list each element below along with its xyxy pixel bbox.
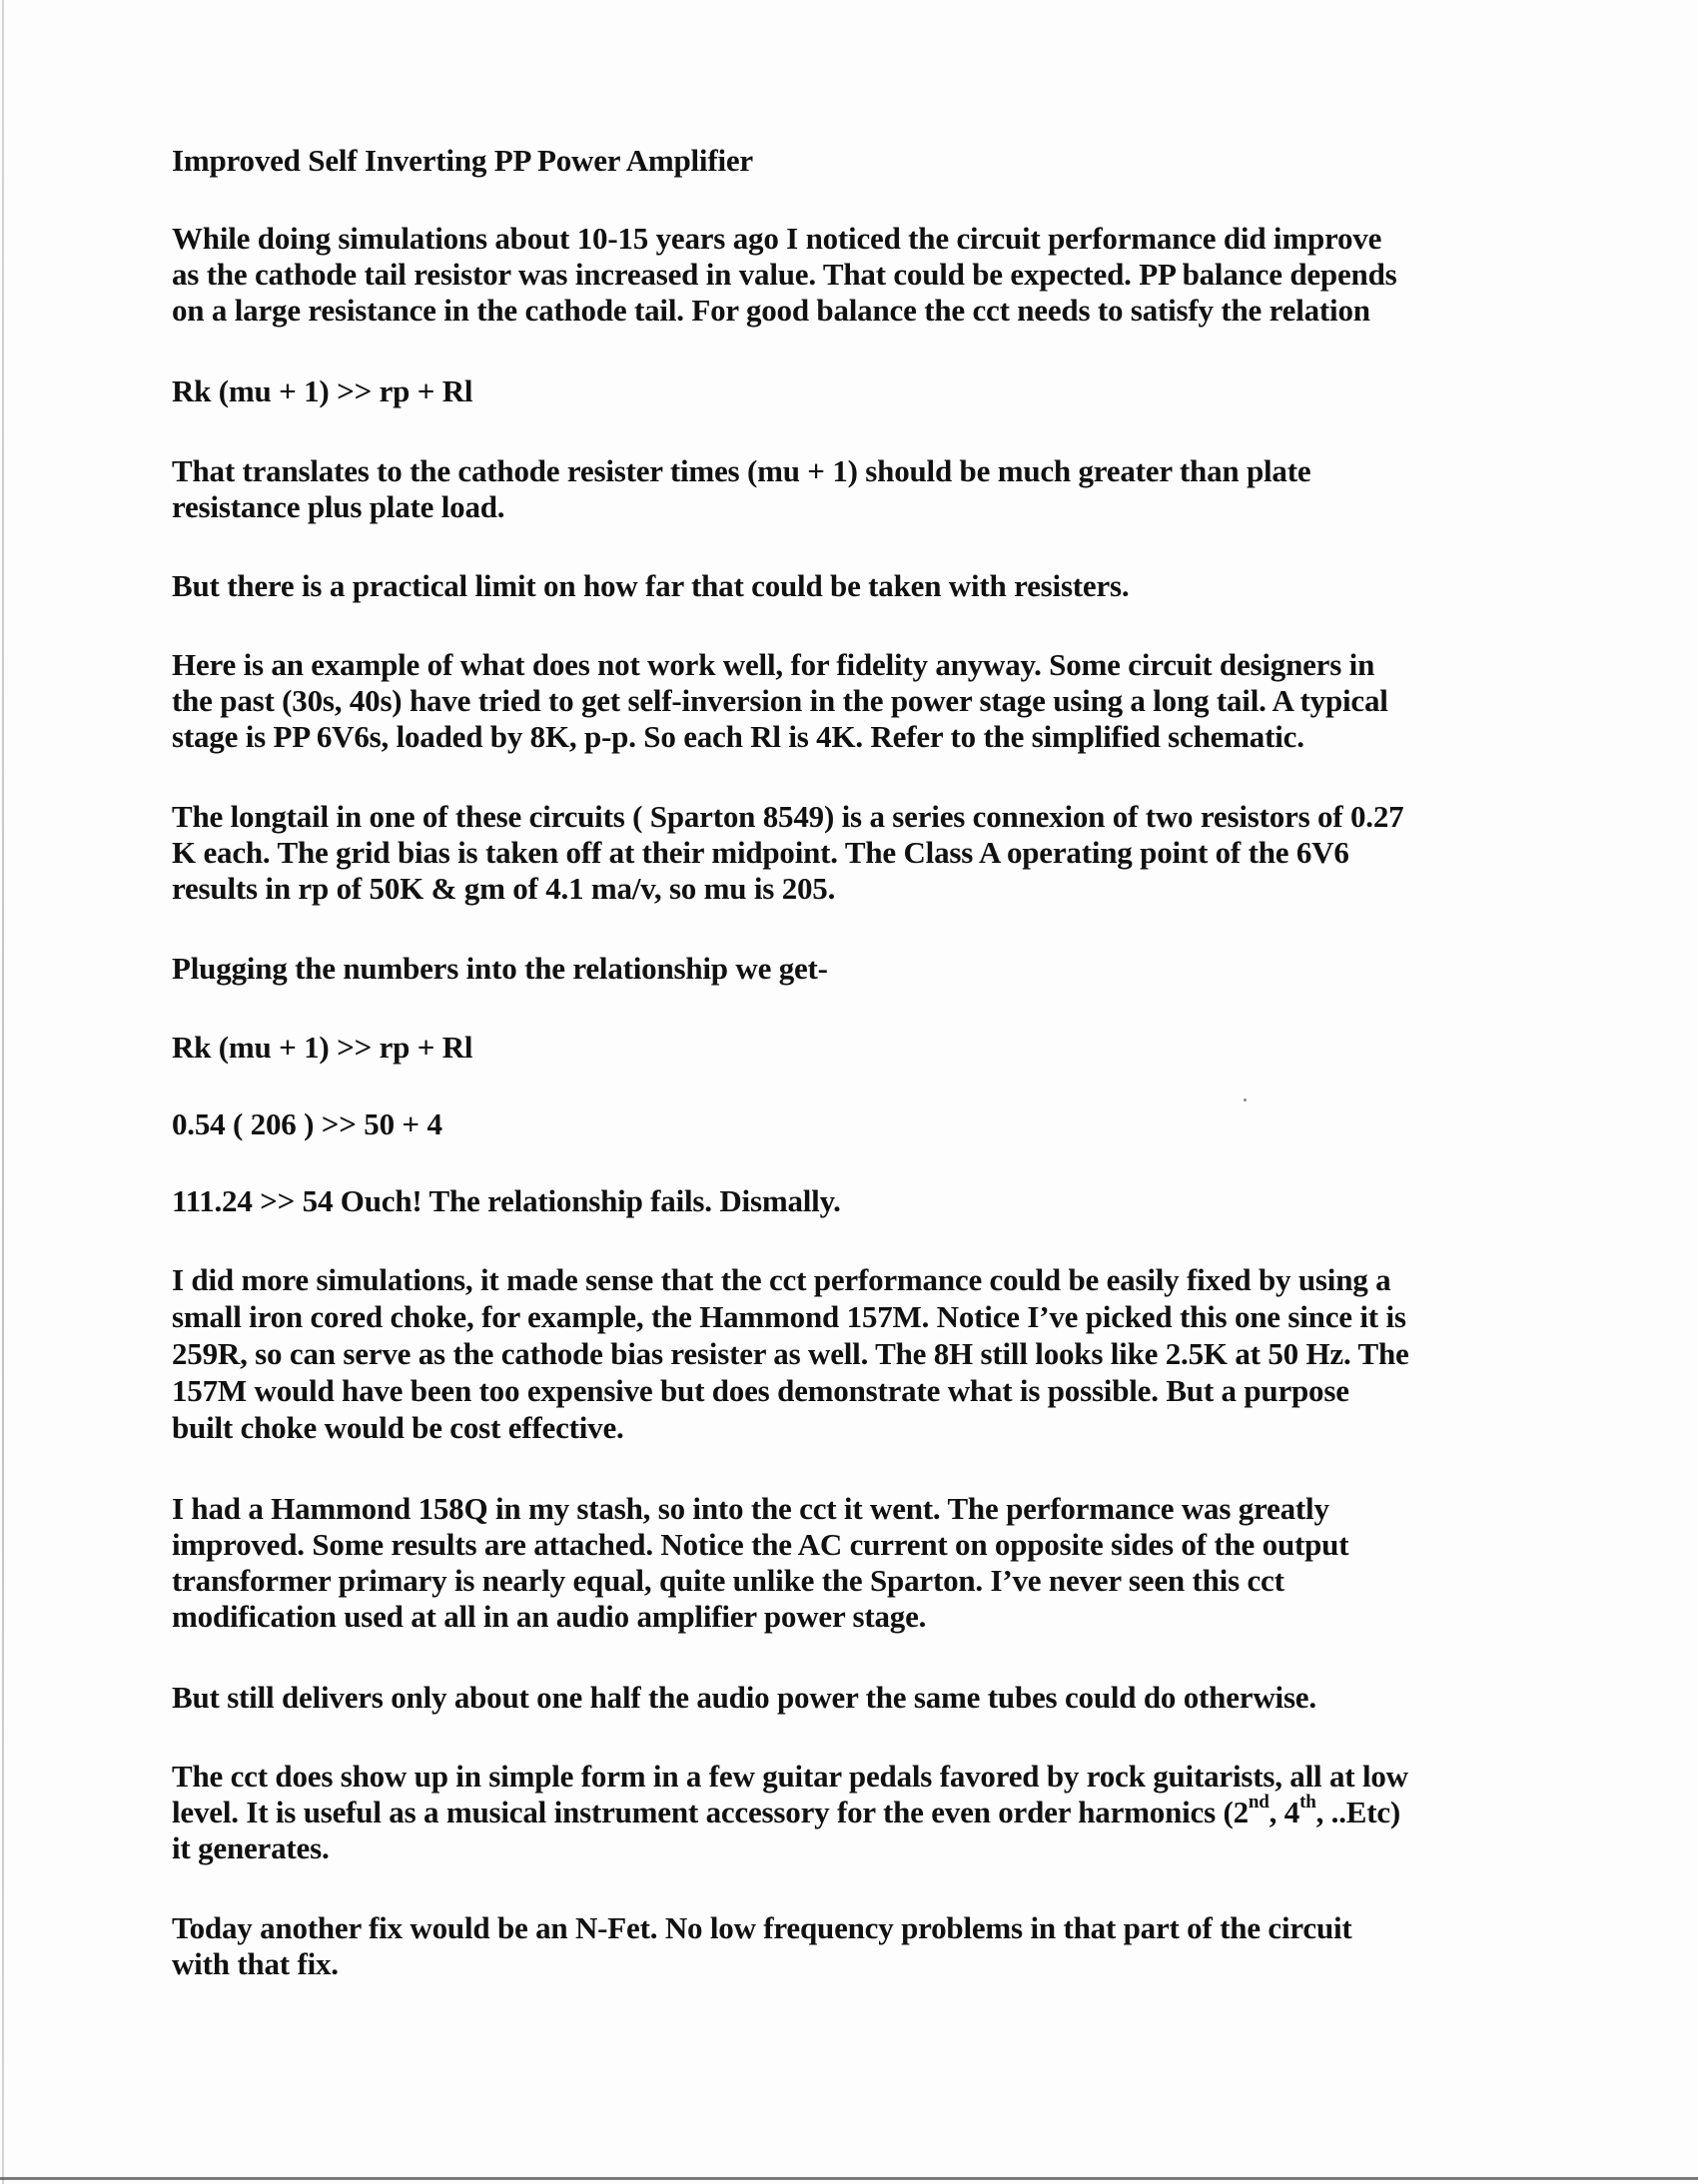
- p10-line-2-pre: level. It is useful as a musical instrument accessory for the even order harmonics (2: [172, 1795, 1249, 1829]
- p1-line-2: as the cathode tail resistor was increased in value. That could be expected. PP balance depends: [172, 257, 1397, 292]
- p10-line-2-mid: , 4: [1269, 1795, 1300, 1829]
- p1-line-1: While doing simulations about 10-15 years ago I noticed the circuit performance did improve: [172, 221, 1382, 256]
- p10-line-3: it generates.: [172, 1830, 330, 1865]
- p5-line-3: results in rp of 50K & gm of 4.1 ma/v, so mu is 205.: [172, 871, 836, 906]
- p5-line-2: K each. The grid bias is taken off at their midpoint. The Class A operating point of the 6V6: [172, 835, 1349, 870]
- superscript-th: th: [1299, 1791, 1316, 1813]
- p9-line-1: But still delivers only about one half the audio power the same tubes could do otherwise.: [172, 1680, 1316, 1715]
- document-title: Improved Self Inverting PP Power Amplifier: [172, 143, 753, 178]
- p5-line-1: The longtail in one of these circuits ( Sparton 8549) is a series connexion of two resistors of 0.27: [172, 799, 1404, 834]
- p7-line-4: 157M would have been too expensive but does demonstrate what is possible. But a purpose: [172, 1373, 1349, 1408]
- p8-line-2: improved. Some results are attached. Notice the AC current on opposite sides of the output: [172, 1527, 1349, 1562]
- p7-line-5: built choke would be cost effective.: [172, 1410, 624, 1445]
- equation-4: 111.24 >> 54 Ouch! The relationship fails. Dismally.: [172, 1183, 841, 1218]
- p11-line-2: with that fix.: [172, 1946, 339, 1981]
- p7-line-3: 259R, so can serve as the cathode bias resister as well. The 8H still looks like 2.5K at 50 Hz. The: [172, 1336, 1409, 1371]
- p10-line-2-post: , ..Etc): [1315, 1795, 1401, 1829]
- p11-line-1: Today another fix would be an N-Fet. No low frequency problems in that part of the circuit: [172, 1910, 1352, 1945]
- scan-speck: [1244, 1098, 1247, 1101]
- p4-line-2: the past (30s, 40s) have tried to get self-inversion in the power stage using a long tail. A typical: [172, 683, 1388, 718]
- superscript-nd: nd: [1248, 1791, 1270, 1813]
- p8-line-3: transformer primary is nearly equal, quite unlike the Sparton. I’ve never seen this cct: [172, 1563, 1284, 1598]
- equation-2: Rk (mu + 1) >> rp + Rl: [172, 1030, 473, 1065]
- p2-line-2: resistance plus plate load.: [172, 489, 505, 524]
- p3-line-1: But there is a practical limit on how far that could be taken with resisters.: [172, 568, 1130, 603]
- p7-line-1: I did more simulations, it made sense that the cct performance could be easily fixed by using a: [172, 1262, 1391, 1297]
- equation-3: 0.54 ( 206 ) >> 50 + 4: [172, 1106, 442, 1141]
- equation-1: Rk (mu + 1) >> rp + Rl: [172, 373, 473, 408]
- p10-line-2: [172, 1791, 1401, 1830]
- scan-edge-left: [2, 0, 4, 2184]
- p6-line-1: Plugging the numbers into the relationship we get-: [172, 951, 828, 986]
- p2-line-1: That translates to the cathode resister times (mu + 1) should be much greater than plate: [172, 453, 1311, 488]
- p7-line-2: small iron cored choke, for example, the Hammond 157M. Notice I’ve picked this one since it is: [172, 1299, 1406, 1334]
- scan-edge-bottom: [0, 2177, 1698, 2180]
- p8-line-4: modification used at all in an audio amplifier power stage.: [172, 1599, 927, 1634]
- p4-line-3: stage is PP 6V6s, loaded by 8K, p-p. So each Rl is 4K. Refer to the simplified schematic.: [172, 719, 1304, 754]
- p10-line-1: The cct does show up in simple form in a few guitar pedals favored by rock guitarists, all at low: [172, 1759, 1408, 1794]
- p8-line-1: I had a Hammond 158Q in my stash, so into the cct it went. The performance was greatly: [172, 1491, 1329, 1526]
- p4-line-1: Here is an example of what does not work well, for fidelity anyway. Some circuit designers in: [172, 647, 1375, 682]
- p1-line-3: on a large resistance in the cathode tail. For good balance the cct needs to satisfy the relation: [172, 293, 1370, 328]
